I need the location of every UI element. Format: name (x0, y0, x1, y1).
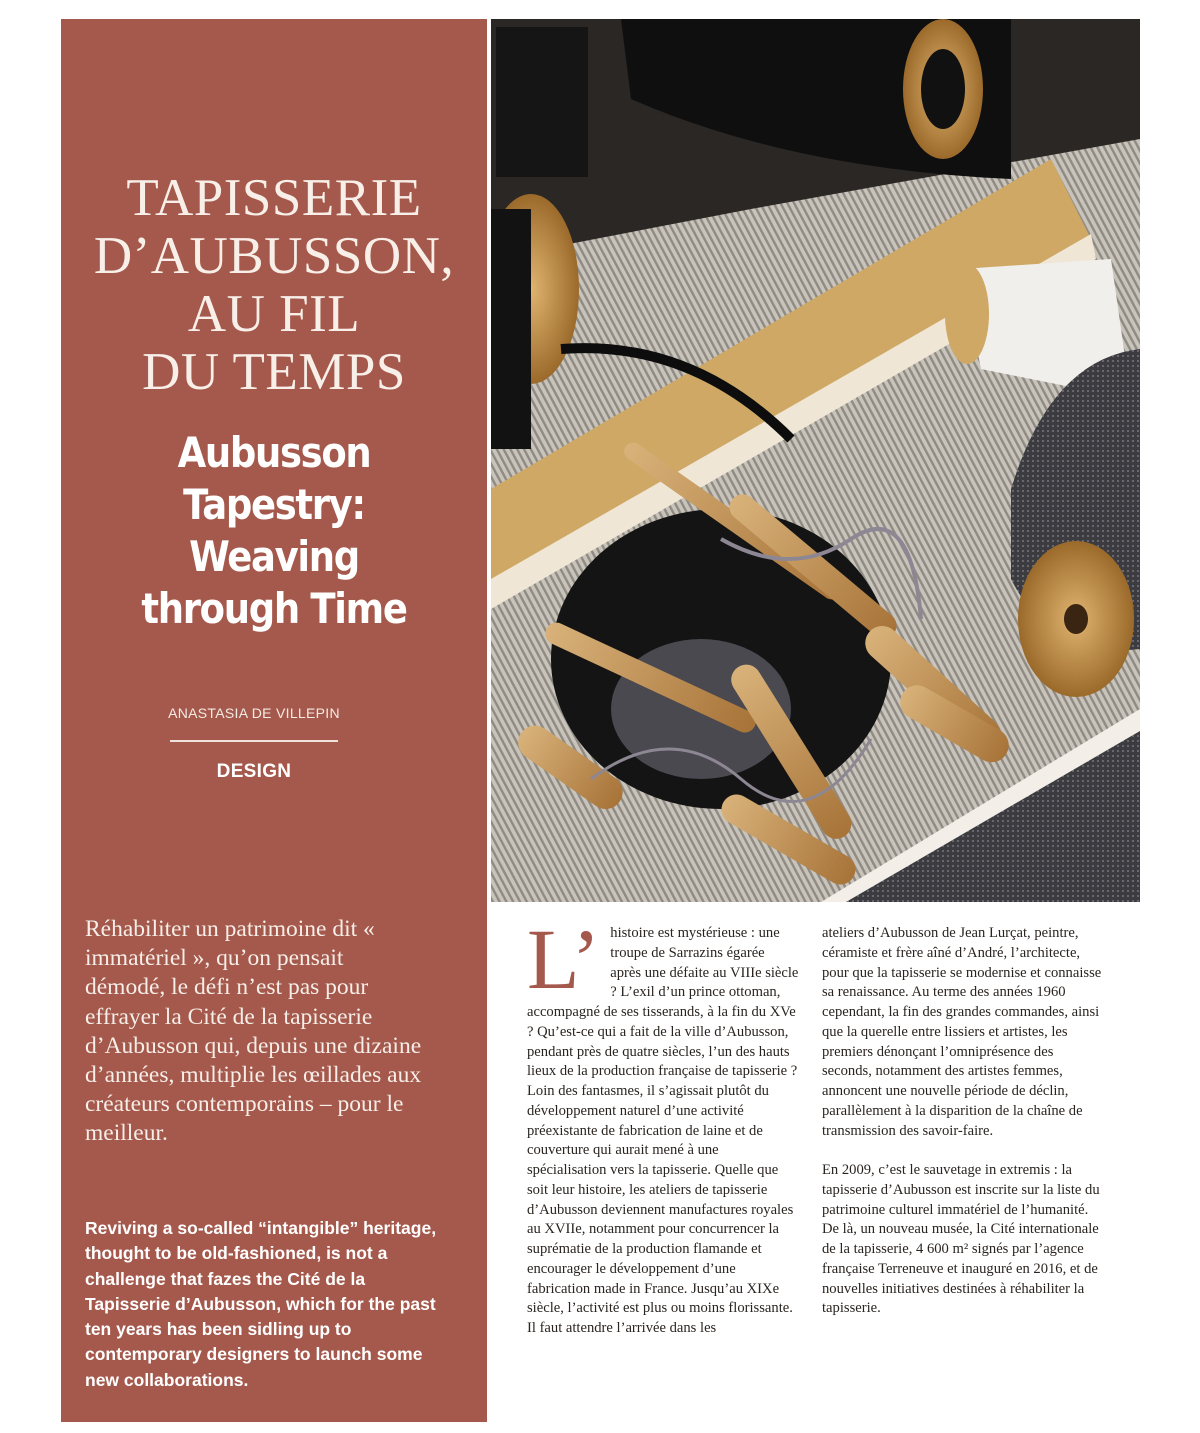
french-title (61, 169, 487, 401)
english-title-line: through Time (141, 584, 407, 633)
article-paragraph: histoire est mystérieuse : une troupe de Sarrazins égarée après une défaite au VIIIe siècle ? L’exil d’un prince ottoman, accompagné de ses tisserands, à la fin du XVe ? Qu’est-ce qui a fait de la ville d’Aubusson, pendant près de quatre siècles, l’un des hauts lieux de la production française de tapisserie ? Loin des fantasmes, il s’agissait plutôt du développement naturel d’une activité préexistante de fabrication de laine et de couverture qui aurait mené à une spécialisation vers la tapisserie. Quelle que soit leur histoire, les ateliers de tapisserie d’Aubusson deviennent manufactures royales au XVIIe, notamment pour concurrencer la suprématie de la production flamande et encourager le développement d’une fabrication made in France. Jusqu’au XIXe siècle, l’activité est plus ou moins florissante. Il faut attendre l’arrivée dans les (527, 925, 799, 1336)
drop-cap: L’ (527, 911, 601, 1007)
section-label: DESIGN (216, 761, 292, 782)
lead-french: Réhabiliter un patrimoine dit « immatériel », qu’on pensait démodé, le défi n’est pas pour effrayer la Cité de la tapisserie d’Aubusson qui, depuis une dizaine d’années, multiplie les œillades aux créateurs contemporains – pour le meilleur. (85, 916, 422, 1147)
french-title-line: TAPISSERIE (126, 169, 422, 227)
article-paragraph: ateliers d’Aubusson de Jean Lurçat, peintre, céramiste et frère aîné d’André, l’architecte, pour que la tapisserie se modernise et connaisse sa renaissance. Au terme des années 1960 cependant, la fin des grandes commandes, ainsi que la querelle entre lissiers et artistes, les premiers dénonçant l’omniprésence des seconds, notamment des artistes femmes, annoncent une nouvelle période de déclin, parallèlement à la disparition de la chaîne de transmission des savoir-faire. (822, 925, 1102, 1139)
loom-bobbins-photo (491, 19, 1140, 902)
french-title-line: DU TEMPS (142, 343, 406, 401)
article-column-1 (527, 911, 799, 1339)
lead-english: Reviving a so-called “intangible” heritage, thought to be old-fashioned, is not a challenge that fazes the Cité de la Tapisserie d’Aubusson, which for the past ten years has been sidling up to contemporary designers to launch some new collaborations. (85, 1218, 437, 1390)
divider (170, 740, 338, 742)
english-title-line: Aubusson Tapestry: (177, 428, 371, 529)
french-title-line: D’AUBUSSON, (93, 227, 455, 285)
title-panel (61, 19, 487, 1422)
article-paragraph: En 2009, c’est le sauvetage in extremis : la tapisserie d’Aubusson est inscrite sur la liste du patrimoine culturel immatériel de l’humanité. De là, un nouveau musée, la Cité internationale de la tapisserie, 4 600 m² signés par l’agence française Terreneuve et inauguré en 2016, et de nouvelles initiatives destinées à réhabiliter la tapisserie. (822, 1162, 1100, 1317)
article-column-2 (822, 924, 1102, 1319)
english-title-line: Weaving (189, 532, 359, 581)
french-title-line: AU FIL (187, 285, 361, 343)
author-byline: ANASTASIA DE VILLEPIN (168, 705, 340, 721)
english-title (87, 427, 462, 635)
